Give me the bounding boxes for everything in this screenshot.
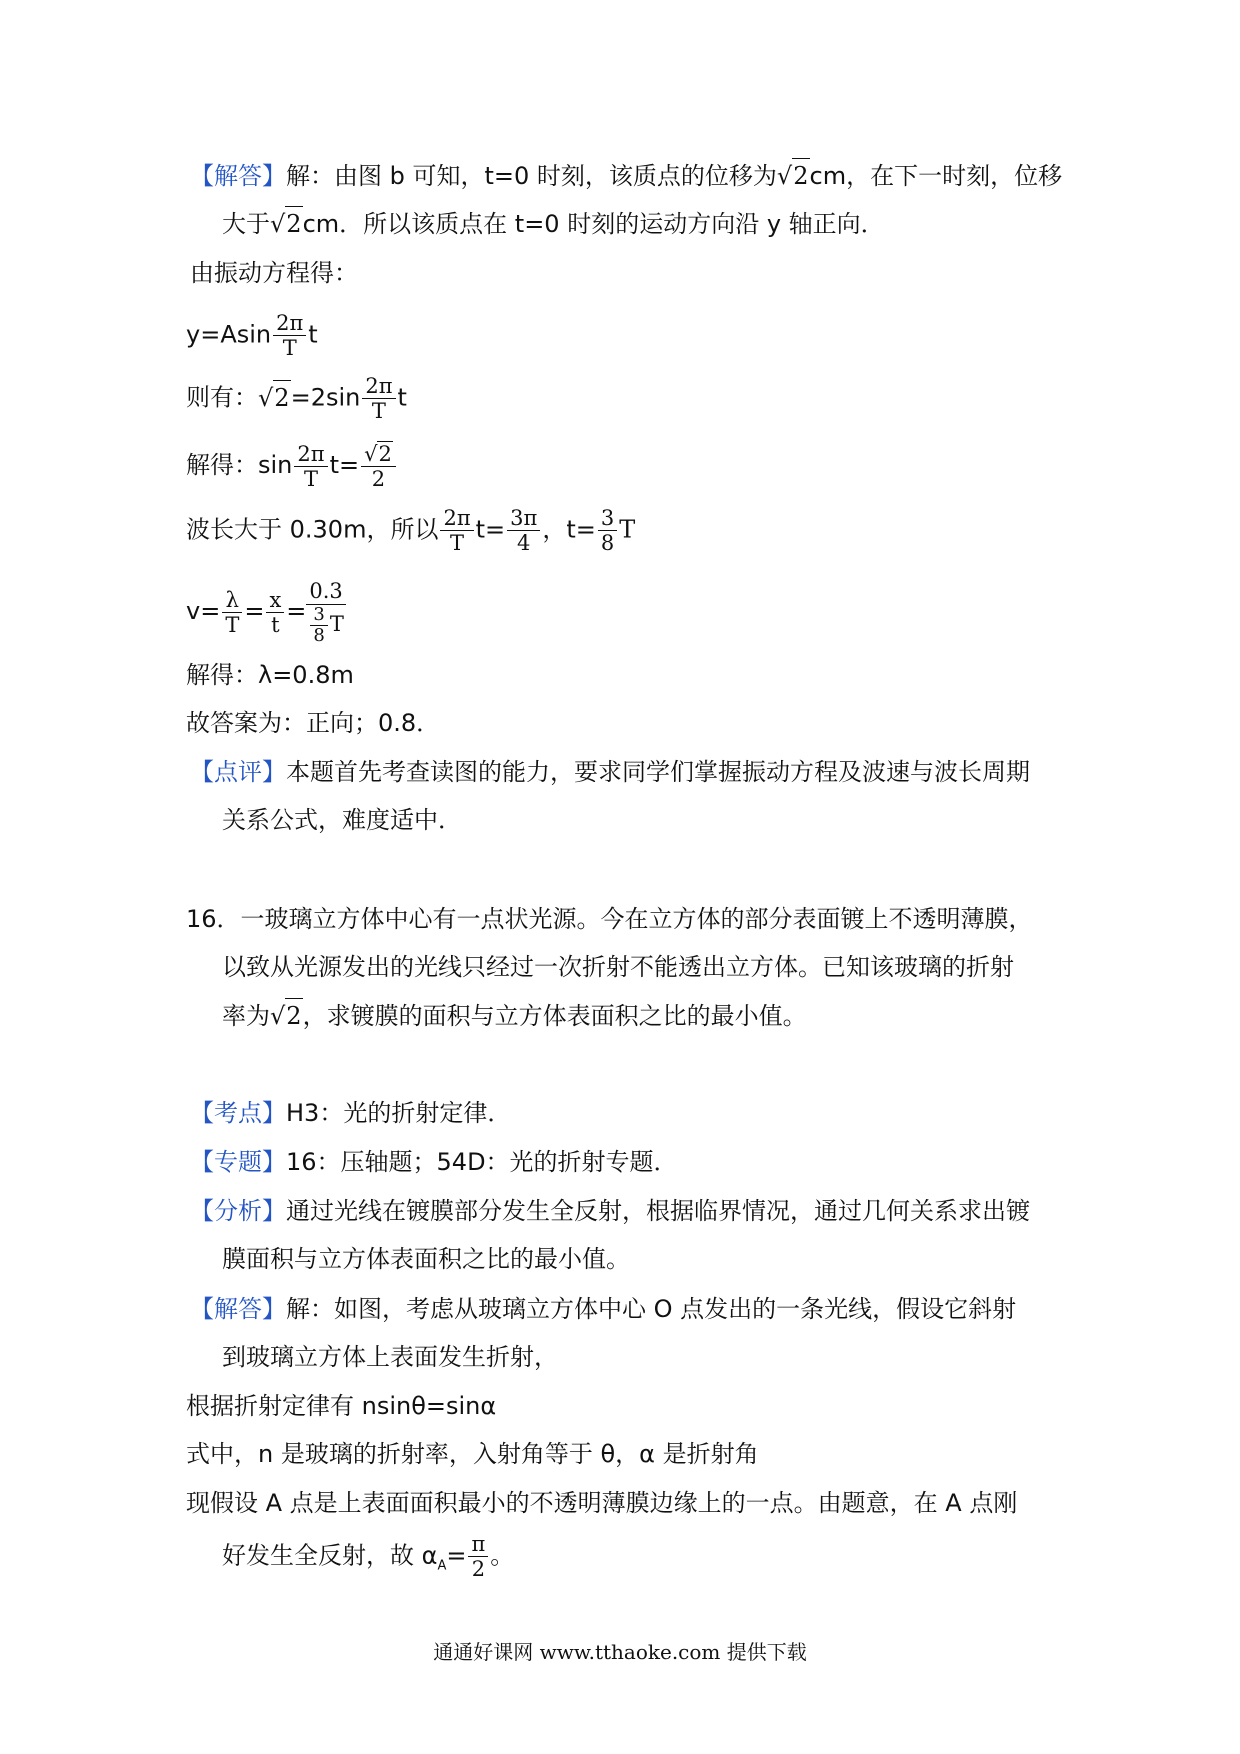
comment-line-1	[190, 755, 1030, 789]
answer-line-1	[190, 158, 1062, 193]
equation-4: 波长大于 0.30m，所以 $\frac{2\pi}{T}$ t= $\frac{3\pi}{4}$ ，t= $\frac{3}{8}$ T	[186, 506, 636, 555]
zhuanti-text: 16：压轴题；54D：光的折射专题．	[286, 1148, 678, 1176]
question-16-line-1: 16．一玻璃立方体中心有一点状光源。今在立方体的部分表面镀上不透明薄膜，	[186, 905, 1033, 933]
comment-line-2: 关系公式，难度适中．	[222, 806, 462, 834]
jieda2-line-1	[190, 1292, 1016, 1326]
assume-line-1: 现假设 A 点是上表面面积最小的不透明薄膜边缘上的一点。由题意，在 A 点刚	[186, 1489, 1018, 1517]
kaodian-tag: 【考点】	[190, 1099, 286, 1127]
sqrt-expression: √2	[777, 158, 810, 193]
fenxi-tag: 【分析】	[190, 1197, 286, 1225]
page-footer: 通通好课网 www.tthaoke.com 提供下载	[433, 1640, 807, 1664]
jieda2-tag: 【解答】	[190, 1295, 286, 1323]
fenxi-line-2: 膜面积与立方体表面积之比的最小值。	[222, 1245, 630, 1273]
where-line: 式中，n 是玻璃的折射率，入射角等于 θ，α 是折射角	[186, 1440, 759, 1468]
fenxi-line-1	[190, 1194, 1030, 1228]
equation-5: v= $\frac{\lambda}{T}$ = $\frac{x}{t}$ = 0.3 $\frac{3}{8}$ T	[186, 579, 344, 646]
comment-text: 本题首先考查读图的能力，要求同学们掌握振动方程及波速与波长周期	[286, 758, 1030, 786]
question-16-line-2: 以致从光源发出的光线只经过一次折射不能透出立方体。已知该玻璃的折射	[222, 953, 1014, 981]
result-line: 解得：λ=0.8m	[186, 661, 354, 689]
sqrt-expression: √2	[270, 206, 303, 241]
equation-1: y=Asin $\frac{2\pi}{T}$ t	[186, 311, 318, 360]
equation-3: 解得：sin $\frac{2\pi}{T}$ t= $\frac{√2}{2}$	[186, 441, 398, 491]
zhuanti-line	[190, 1145, 678, 1179]
answer-text: 解：由图 b 可知，t=0 时刻，该质点的位移为	[286, 162, 777, 190]
answer-line-3: 由振动方程得：	[190, 259, 358, 287]
answer-summary: 故答案为：正向；0.8．	[186, 709, 441, 737]
zhuanti-tag: 【专题】	[190, 1148, 286, 1176]
kaodian-line	[190, 1096, 511, 1130]
jieda-tag: 【解答】	[190, 162, 286, 190]
dianping-tag: 【点评】	[190, 758, 286, 786]
question-16-line-3: 率为√2，求镀膜的面积与立方体表面积之比的最小值。	[222, 998, 807, 1033]
assume-line-2: 好发生全反射，故 $\alpha_A=$ $\frac{\pi}{2}$ 。	[222, 1532, 515, 1581]
equation-2: 则有：√2=2sin $\frac{2\pi}{T}$ t	[186, 374, 407, 423]
kaodian-text: H3：光的折射定律．	[286, 1099, 512, 1127]
jieda2-line-2: 到玻璃立方体上表面发生折射，	[222, 1343, 558, 1371]
answer-text-b: cm．所以该质点在 t=0 时刻的运动方向沿 y 轴正向．	[302, 210, 885, 238]
fenxi-text: 通过光线在镀膜部分发生全反射，根据临界情况，通过几何关系求出镀	[286, 1197, 1030, 1225]
refraction-law-line: 根据折射定律有 nsinθ=sinα	[186, 1392, 497, 1420]
answer-line-2	[222, 206, 885, 241]
answer-text-b: cm，在下一时刻，位移	[809, 162, 1063, 190]
jieda2-text: 解：如图，考虑从玻璃立方体中心 O 点发出的一条光线，假设它斜射	[286, 1295, 1017, 1323]
answer-text: 大于	[222, 210, 270, 238]
